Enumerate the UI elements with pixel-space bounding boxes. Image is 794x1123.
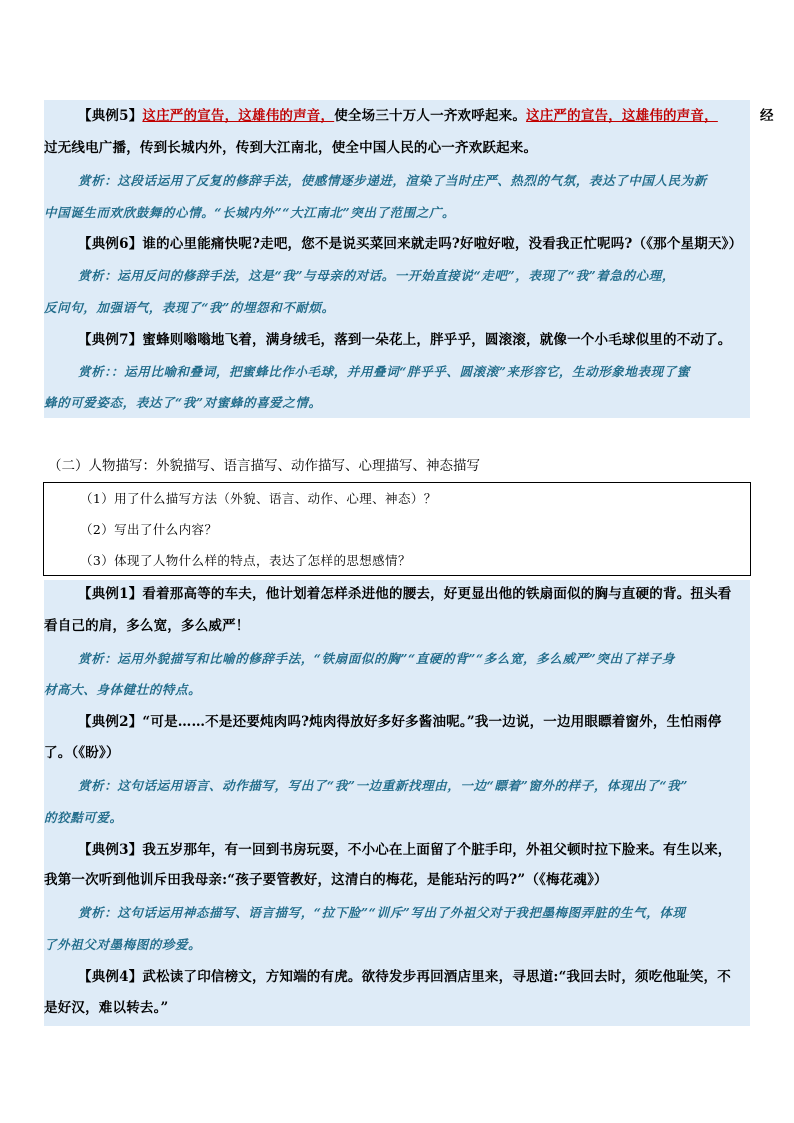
section-2-heading: （二）人物描写：外貌描写、语言描写、动作描写、心理描写、神态描写 [48, 458, 480, 474]
rhetoric-examples-block [44, 100, 774, 418]
example-5-analysis-1: 赏析：这段话运用了反复的修辞手法，使感情逐步递进，渲染了当时庄严、热烈的气氛，表达了中国人民为新 [78, 173, 707, 188]
example-4-line-2: 是好汉，难以转去。” [44, 1000, 169, 1016]
example-1-analysis-2: 材高大、身体健壮的特点。 [44, 682, 202, 697]
example-7-analysis-1: 赏析：：运用比喻和叠词，把蜜蜂比作小毛球，并用叠词“胖乎乎、圆滚滚”来形容它，生动形象地表现了蜜 [78, 364, 690, 379]
example-3-analysis-1: 赏析：这句话运用神态描写、语言描写，“拉下脸”“训斥”写出了外祖父对于我把墨梅图弄脏的生气，体现 [78, 905, 686, 920]
example-2-analysis-2: 的狡黠可爱。 [44, 810, 123, 825]
example-1-line-2: 看自己的肩，多么宽，多么威严！ [44, 618, 250, 634]
question-2: （2）写出了什么内容？ [80, 522, 218, 537]
example-1-line-1: 【典例1】看着那高等的车夫，他计划着怎样杀进他的腰去，好更显出他的铁扇面似的胸与直硬的背。扭头看 [78, 586, 732, 602]
example-5-highlight-2: 这庄严的宣告，这雄伟的声音， [526, 108, 718, 124]
example-2-line-1: 【典例2】“可是……不是还要炖肉吗?炖肉得放好多好多酱油呢。”我一边说，一边用眼瞟着窗外，生怕雨停 [78, 714, 722, 730]
character-examples-block [44, 580, 750, 1026]
example-5-highlight-1: 这庄严的宣告，这雄伟的声音， [142, 108, 335, 124]
example-2-analysis-1: 赏析：这句话运用语言、动作描写，写出了“我”一边重新找理由，一边“瞟着”窗外的样子，体现出了“我” [78, 778, 689, 793]
example-7-line: 【典例7】蜜蜂则嗡嗡地飞着，满身绒毛，落到一朵花上，胖乎乎，圆滚滚，就像一个小毛球似里的不动了。 [78, 332, 732, 348]
example-6-analysis-1: 赏析：运用反问的修辞手法，这是“我”与母亲的对话。一开始直接说“走吧”，表现了“我”着急的心理， [78, 268, 675, 283]
example-2-line-2: 了。（《盼》） [44, 745, 120, 761]
example-1-analysis-1: 赏析：运用外貌描写和比喻的修辞手法，“铁扇面似的胸”“直硬的背”“多么宽，多么威严”突出了祥子身 [78, 651, 675, 666]
question-box [43, 482, 751, 576]
question-1: （1）用了什么描写方法（外貌、语言、动作、心理、神态）？ [80, 491, 437, 506]
example-3-analysis-2: 了外祖父对墨梅图的珍爱。 [44, 937, 202, 952]
example-5-line-2: 过无线电广播，传到长城内外，传到大江南北，使全中国人民的心一齐欢跃起来。 [44, 140, 538, 156]
question-3: （3）体现了人物什么样的特点，表达了怎样的思想感情？ [80, 553, 411, 568]
example-5-analysis-2: 中国诞生而欢欣鼓舞的心情。“长城内外”“大江南北”突出了范围之广。 [44, 205, 456, 220]
example-6-line: 【典例6】谁的心里能痛快呢?走吧，您不是说买菜回来就走吗?好啦好啦，没看我正忙呢吗?（《那个星期天》） [78, 236, 743, 252]
example-3-line-2: 我第一次听到他训斥田我母亲:“孩子要管教好，这清白的梅花，是能玷污的吗?”（《梅花魂》） [44, 872, 608, 888]
example-3-line-1: 【典例3】我五岁那年，有一回到书房玩耍，不小心在上面留了个脏手印，外祖父顿时拉下脸来。有生以来， [78, 842, 732, 858]
example-7-analysis-2: 蜂的可爱姿态，表达了“我”对蜜蜂的喜爱之情。 [44, 395, 322, 410]
example-5-line-1: 【典例5】这庄严的宣告，这雄伟的声音，使全场三十万人一齐欢呼起来。这庄严的宣告，这雄伟的声音， 经 [78, 108, 774, 124]
example-6-analysis-2: 反问句，加强语气，表现了“我”的埋怨和不耐烦。 [44, 300, 335, 315]
example-4-line-1: 【典例4】武松读了印信榜文，方知端的有虎。欲待发步再回酒店里来，寻思道:“我回去时，须吃他耻笑，不 [78, 969, 731, 985]
